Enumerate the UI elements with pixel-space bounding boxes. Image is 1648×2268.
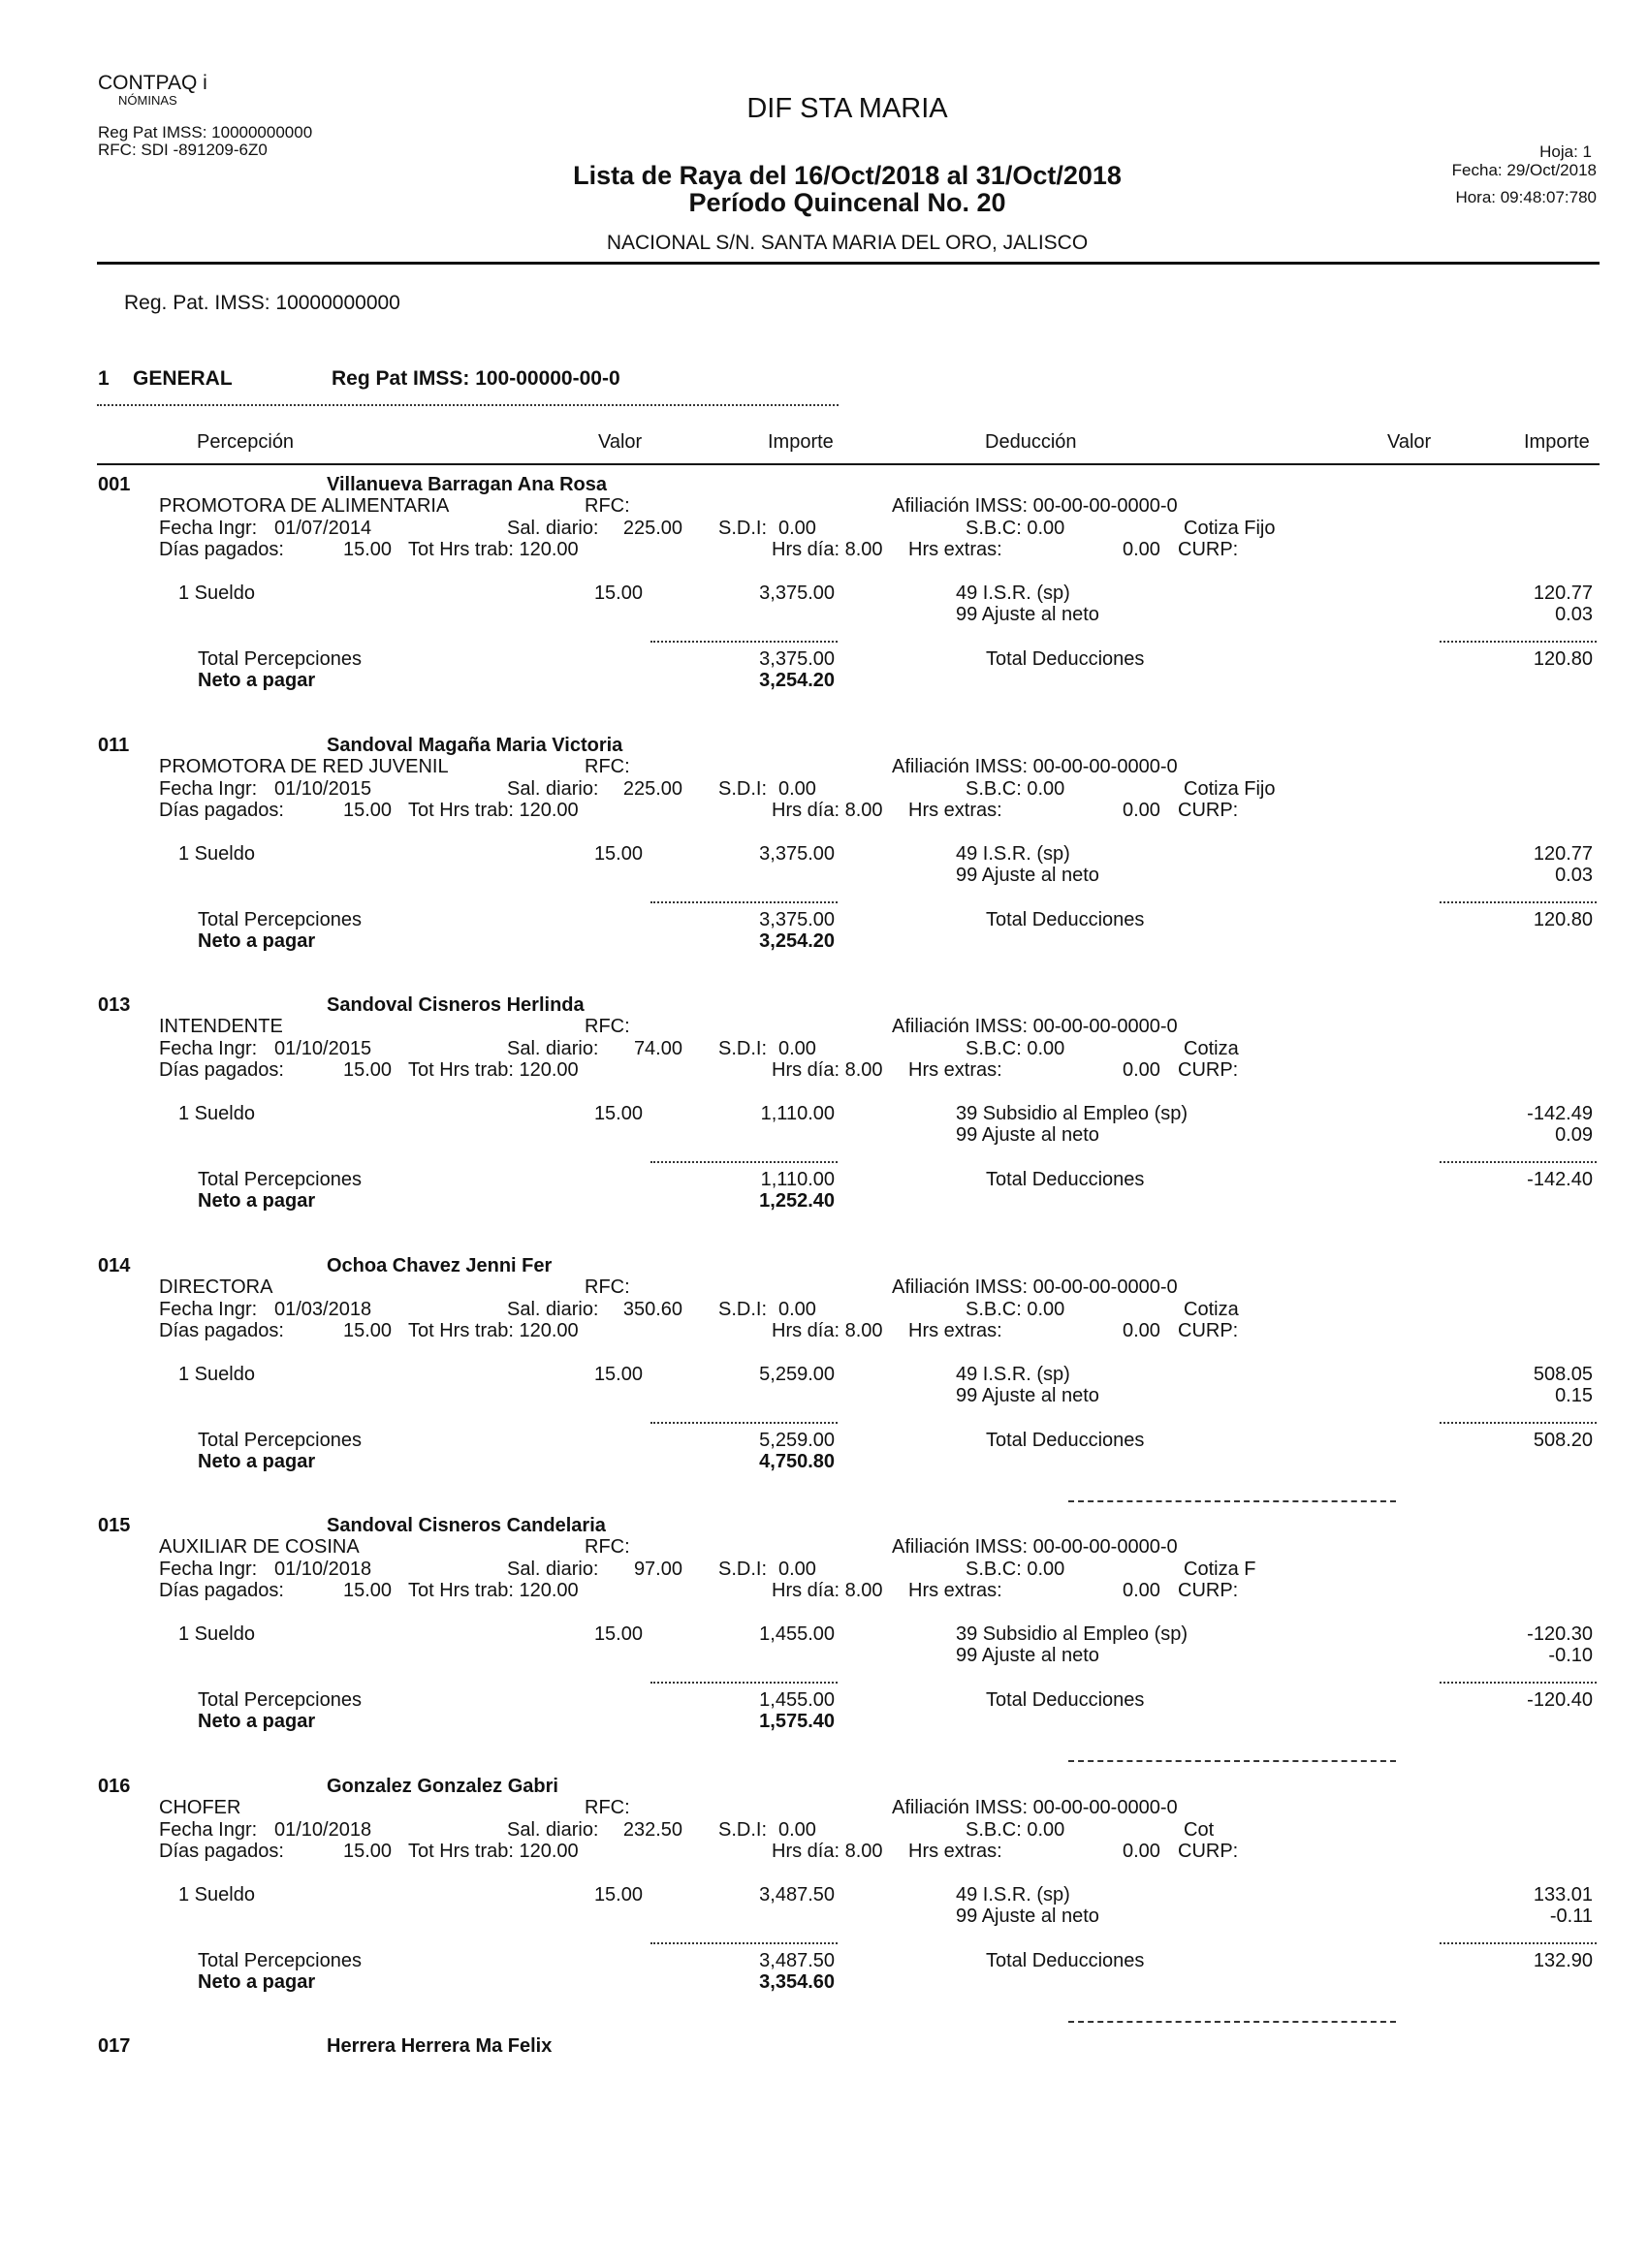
- col-percepcion: Percepción: [197, 431, 295, 453]
- deduccion-label: 49 I.S.R. (sp): [956, 842, 1070, 865]
- tot-hrs-trab: Tot Hrs trab: 120.00: [408, 799, 579, 821]
- deduccion-importe: -142.49: [1527, 1103, 1593, 1124]
- deduccion-label: 99 Ajuste al neto: [956, 1645, 1099, 1666]
- employee-number: 013: [98, 994, 131, 1016]
- col-deduccion: Deducción: [985, 431, 1077, 453]
- sal-diario-value: 225.00: [622, 518, 682, 539]
- percepcion-importe: 3,487.50: [759, 1883, 835, 1906]
- col-valor-deduccion: Valor: [1387, 431, 1432, 453]
- total-percepciones-label: Total Percepciones: [198, 908, 362, 930]
- employee-name: Sandoval Cisneros Candelaria: [327, 1515, 606, 1536]
- deduccion-label: 49 I.S.R. (sp): [956, 1883, 1070, 1906]
- rfc-label: RFC:: [585, 1016, 630, 1037]
- total-deducciones-label: Total Deducciones: [986, 908, 1145, 930]
- sal-diario-label: Sal. diario:: [507, 1818, 599, 1841]
- employee-name: Gonzalez Gonzalez Gabri: [327, 1775, 558, 1797]
- afiliacion-imss: Afiliación IMSS: 00-00-00-0000-0: [892, 1796, 1178, 1818]
- columns-divider: [97, 463, 1600, 465]
- sdi-label: S.D.I:: [718, 518, 768, 539]
- percepcion-valor: 15.00: [593, 1363, 643, 1385]
- sdi-value: 0.00: [778, 518, 816, 539]
- total-deducciones-value: -142.40: [1527, 1169, 1593, 1190]
- deduccion-label: 99 Ajuste al neto: [956, 1124, 1099, 1146]
- tot-hrs-trab: Tot Hrs trab: 120.00: [408, 1580, 579, 1601]
- header-rfc: RFC: SDI -891209-6Z0: [98, 141, 268, 159]
- total-percepciones-value: 3,375.00: [759, 648, 835, 670]
- curp-label: CURP:: [1178, 1840, 1239, 1862]
- brand-subtitle: NÓMINAS: [118, 93, 177, 108]
- dias-pagados-value: 15.00: [343, 799, 393, 821]
- sal-diario-value: 350.60: [622, 1298, 682, 1320]
- sdi-label: S.D.I:: [718, 777, 768, 800]
- hrs-dia: Hrs día: 8.00: [772, 1840, 883, 1862]
- neto-label: Neto a pagar: [198, 1450, 316, 1472]
- neto-value: 3,254.20: [759, 929, 835, 952]
- total-deducciones-label: Total Deducciones: [986, 1949, 1145, 1971]
- afiliacion-imss: Afiliación IMSS: 00-00-00-0000-0: [892, 1536, 1178, 1558]
- percepcion-label: 1 Sueldo: [178, 1623, 255, 1645]
- total-percepciones-label: Total Percepciones: [198, 1949, 362, 1971]
- subtotal-dots: [1440, 1942, 1597, 1944]
- sal-diario-value: 232.50: [622, 1818, 682, 1841]
- percepcion-valor: 15.00: [593, 1623, 643, 1645]
- hrs-dia: Hrs día: 8.00: [772, 799, 883, 821]
- fecha-ingr-label: Fecha Ingr:: [159, 1559, 258, 1580]
- deduccion-importe: 0.15: [1555, 1384, 1593, 1406]
- deduccion-label: 99 Ajuste al neto: [956, 1384, 1099, 1406]
- total-percepciones-value: 3,375.00: [759, 908, 835, 930]
- subtotal-dots: [1440, 1422, 1597, 1424]
- group-number: 1: [98, 367, 110, 390]
- total-deducciones-label: Total Deducciones: [986, 1689, 1145, 1711]
- afiliacion-imss: Afiliación IMSS: 00-00-00-0000-0: [892, 755, 1178, 777]
- total-percepciones-value: 1,110.00: [760, 1169, 835, 1190]
- report-period: Período Quincenal No. 20: [688, 188, 1006, 217]
- fecha-ingr-label: Fecha Ingr:: [159, 518, 258, 539]
- sbc: S.B.C: 0.00: [966, 1559, 1065, 1580]
- rfc-label: RFC:: [585, 1796, 630, 1818]
- percepcion-importe: 1,455.00: [759, 1623, 835, 1645]
- neto-label: Neto a pagar: [198, 1711, 316, 1732]
- employee-name: Ochoa Chavez Jenni Fer: [327, 1254, 553, 1276]
- hrs-extras-label: Hrs extras:: [908, 1059, 1002, 1081]
- sal-diario-label: Sal. diario:: [507, 1559, 599, 1580]
- employee-number: 011: [98, 734, 130, 756]
- dias-pagados-value: 15.00: [343, 1059, 393, 1081]
- sal-diario-value: 74.00: [633, 1038, 682, 1059]
- rfc-label: RFC:: [585, 495, 630, 517]
- afiliacion-imss: Afiliación IMSS: 00-00-00-0000-0: [892, 495, 1178, 517]
- print-date: Fecha: 29/Oct/2018: [1451, 161, 1597, 179]
- cotiza: Cotiza Fijo: [1184, 518, 1276, 539]
- sbc: S.B.C: 0.00: [966, 518, 1065, 539]
- subtotal-dots: [650, 901, 838, 903]
- header-divider: [97, 262, 1600, 265]
- employee-position: AUXILIAR DE COSINA: [159, 1536, 360, 1558]
- sbc: S.B.C: 0.00: [966, 777, 1065, 800]
- subtotal-dots: [650, 1422, 838, 1424]
- neto-value: 1,252.40: [759, 1190, 835, 1212]
- sal-diario-label: Sal. diario:: [507, 518, 599, 539]
- percepcion-label: 1 Sueldo: [178, 1103, 255, 1124]
- header-reg-pat: Reg Pat IMSS: 10000000000: [98, 123, 313, 142]
- sbc: S.B.C: 0.00: [966, 1298, 1065, 1320]
- hrs-extras-value: 0.00: [1123, 1840, 1160, 1862]
- employee-position: INTENDENTE: [159, 1016, 283, 1037]
- employee-position: DIRECTORA: [159, 1276, 273, 1298]
- employee-number: 014: [98, 1254, 131, 1276]
- group-reg-pat: Reg Pat IMSS: 100-00000-00-0: [332, 367, 620, 390]
- subtotal-dots: [1440, 1161, 1597, 1163]
- fecha-ingr-label: Fecha Ingr:: [159, 777, 258, 800]
- neto-value: 3,254.20: [759, 670, 835, 691]
- sdi-value: 0.00: [778, 777, 816, 800]
- percepcion-importe: 1,110.00: [760, 1103, 835, 1124]
- curp-label: CURP:: [1178, 1319, 1239, 1341]
- cotiza: Cotiza Fijo: [1184, 777, 1276, 800]
- percepcion-label: 1 Sueldo: [178, 1363, 255, 1385]
- hrs-extras-label: Hrs extras:: [908, 1319, 1002, 1341]
- employee-name: Sandoval Cisneros Herlinda: [327, 994, 585, 1016]
- percepcion-valor: 15.00: [593, 1103, 643, 1124]
- hrs-extras-value: 0.00: [1123, 1059, 1160, 1081]
- sbc: S.B.C: 0.00: [966, 1038, 1065, 1059]
- neto-value: 4,750.80: [759, 1450, 835, 1472]
- neto-value: 3,354.60: [759, 1970, 835, 1993]
- company-name: DIF STA MARIA: [746, 93, 948, 124]
- rfc-label: RFC:: [585, 1536, 630, 1558]
- percepcion-label: 1 Sueldo: [178, 842, 255, 865]
- hrs-extras-value: 0.00: [1123, 1580, 1160, 1601]
- sdi-value: 0.00: [778, 1559, 816, 1580]
- hrs-extras-value: 0.00: [1123, 539, 1160, 560]
- fecha-ingr-value: 01/03/2018: [274, 1298, 372, 1320]
- cotiza: Cotiza F: [1184, 1559, 1256, 1580]
- sdi-value: 0.00: [778, 1818, 816, 1841]
- group-divider: [97, 404, 839, 406]
- col-valor: Valor: [598, 431, 643, 453]
- deduccion-importe: 120.77: [1533, 583, 1593, 604]
- total-deducciones-value: 508.20: [1533, 1429, 1593, 1451]
- deduccion-importe: 0.03: [1555, 604, 1593, 625]
- percepcion-label: 1 Sueldo: [178, 583, 255, 604]
- sal-diario-label: Sal. diario:: [507, 777, 599, 800]
- total-percepciones-value: 1,455.00: [759, 1689, 835, 1711]
- employee-position: PROMOTORA DE RED JUVENIL: [159, 755, 449, 777]
- employee-number: 015: [98, 1515, 131, 1536]
- percepcion-valor: 15.00: [593, 842, 643, 865]
- subtotal-dots: [650, 1682, 838, 1684]
- percepcion-importe: 3,375.00: [759, 842, 835, 865]
- signature-line: [1068, 1500, 1396, 1502]
- fecha-ingr-label: Fecha Ingr:: [159, 1038, 258, 1059]
- deduccion-importe: -0.10: [1548, 1645, 1593, 1666]
- company-address: NACIONAL S/N. SANTA MARIA DEL ORO, JALISCO: [606, 232, 1089, 254]
- hrs-extras-label: Hrs extras:: [908, 799, 1002, 821]
- tot-hrs-trab: Tot Hrs trab: 120.00: [408, 1319, 579, 1341]
- employee-number: 016: [98, 1775, 131, 1797]
- fecha-ingr-value: 01/10/2015: [274, 777, 372, 800]
- sdi-label: S.D.I:: [718, 1038, 768, 1059]
- employee-number: 001: [98, 474, 131, 495]
- dias-pagados-label: Días pagados:: [159, 1319, 284, 1341]
- total-percepciones-label: Total Percepciones: [198, 1429, 362, 1451]
- deduccion-importe: 120.77: [1533, 842, 1593, 865]
- total-deducciones-label: Total Deducciones: [986, 1429, 1145, 1451]
- rfc-label: RFC:: [585, 755, 630, 777]
- percepcion-label: 1 Sueldo: [178, 1883, 255, 1906]
- dias-pagados-value: 15.00: [343, 1840, 393, 1862]
- afiliacion-imss: Afiliación IMSS: 00-00-00-0000-0: [892, 1016, 1178, 1037]
- curp-label: CURP:: [1178, 1580, 1239, 1601]
- cotiza: Cotiza: [1184, 1038, 1239, 1059]
- neto-label: Neto a pagar: [198, 1190, 316, 1212]
- total-deducciones-value: 132.90: [1533, 1949, 1593, 1971]
- total-deducciones-value: 120.80: [1533, 648, 1593, 670]
- deduccion-label: 99 Ajuste al neto: [956, 1905, 1099, 1927]
- percepcion-valor: 15.00: [593, 1883, 643, 1906]
- rfc-label: RFC:: [585, 1276, 630, 1298]
- subtotal-dots: [1440, 901, 1597, 903]
- deduccion-label: 99 Ajuste al neto: [956, 604, 1099, 625]
- hrs-dia: Hrs día: 8.00: [772, 1059, 883, 1081]
- deduccion-label: 39 Subsidio al Empleo (sp): [956, 1103, 1188, 1124]
- tot-hrs-trab: Tot Hrs trab: 120.00: [408, 1059, 579, 1081]
- sdi-label: S.D.I:: [718, 1298, 768, 1320]
- deduccion-importe: -0.11: [1549, 1905, 1593, 1927]
- sdi-label: S.D.I:: [718, 1818, 768, 1841]
- curp-label: CURP:: [1178, 1059, 1239, 1081]
- fecha-ingr-value: 01/07/2014: [274, 518, 372, 539]
- afiliacion-imss: Afiliación IMSS: 00-00-00-0000-0: [892, 1276, 1178, 1298]
- reg-pat-line: Reg. Pat. IMSS: 10000000000: [124, 292, 400, 314]
- sal-diario-label: Sal. diario:: [507, 1298, 599, 1320]
- dias-pagados-label: Días pagados:: [159, 1580, 284, 1601]
- subtotal-dots: [650, 1942, 838, 1944]
- col-importe-deduccion: Importe: [1524, 431, 1590, 453]
- percepcion-importe: 5,259.00: [759, 1363, 835, 1385]
- subtotal-dots: [1440, 1682, 1597, 1684]
- employee-name: Sandoval Magaña Maria Victoria: [327, 734, 623, 756]
- total-percepciones-label: Total Percepciones: [198, 648, 362, 670]
- group-name: GENERAL: [133, 367, 233, 390]
- hrs-extras-value: 0.00: [1123, 799, 1160, 821]
- sal-diario-label: Sal. diario:: [507, 1038, 599, 1059]
- curp-label: CURP:: [1178, 539, 1239, 560]
- deduccion-importe: 0.03: [1555, 864, 1593, 886]
- fecha-ingr-value: 01/10/2015: [274, 1038, 372, 1059]
- neto-label: Neto a pagar: [198, 1970, 316, 1993]
- total-percepciones-value: 5,259.00: [759, 1429, 835, 1451]
- neto-label: Neto a pagar: [198, 929, 316, 952]
- dias-pagados-value: 15.00: [343, 1319, 393, 1341]
- dias-pagados-label: Días pagados:: [159, 799, 284, 821]
- print-time: Hora: 09:48:07:780: [1455, 188, 1597, 206]
- employee-name: Villanueva Barragan Ana Rosa: [327, 474, 608, 495]
- employee-name: Herrera Herrera Ma Felix: [327, 2035, 553, 2057]
- deduccion-importe: 0.09: [1555, 1124, 1593, 1146]
- employee-number: 017: [98, 2035, 131, 2057]
- dias-pagados-value: 15.00: [343, 1580, 393, 1601]
- sdi-value: 0.00: [778, 1038, 816, 1059]
- neto-value: 1,575.40: [759, 1711, 835, 1732]
- hrs-extras-value: 0.00: [1123, 1319, 1160, 1341]
- subtotal-dots: [650, 641, 838, 643]
- fecha-ingr-label: Fecha Ingr:: [159, 1818, 258, 1841]
- employee-position: CHOFER: [159, 1796, 241, 1818]
- hrs-dia: Hrs día: 8.00: [772, 539, 883, 560]
- deduccion-importe: 508.05: [1533, 1363, 1593, 1385]
- hrs-extras-label: Hrs extras:: [908, 1580, 1002, 1601]
- deduccion-label: 99 Ajuste al neto: [956, 864, 1099, 886]
- percepcion-importe: 3,375.00: [759, 583, 835, 604]
- fecha-ingr-value: 01/10/2018: [274, 1559, 372, 1580]
- page-number: Hoja: 1: [1539, 142, 1592, 161]
- subtotal-dots: [650, 1161, 838, 1163]
- signature-line: [1068, 1760, 1396, 1762]
- report-title: Lista de Raya del 16/Oct/2018 al 31/Oct/2018: [573, 161, 1122, 190]
- curp-label: CURP:: [1178, 799, 1239, 821]
- brand-logo: CONTPAQ i: [98, 72, 207, 94]
- cotiza: Cot: [1184, 1818, 1215, 1841]
- deduccion-importe: -120.30: [1527, 1623, 1593, 1645]
- dias-pagados-label: Días pagados:: [159, 539, 284, 560]
- total-deducciones-label: Total Deducciones: [986, 648, 1145, 670]
- fecha-ingr-value: 01/10/2018: [274, 1818, 372, 1841]
- cotiza: Cotiza: [1184, 1298, 1239, 1320]
- signature-line: [1068, 2021, 1396, 2023]
- hrs-extras-label: Hrs extras:: [908, 1840, 1002, 1862]
- sbc: S.B.C: 0.00: [966, 1818, 1065, 1841]
- deduccion-label: 49 I.S.R. (sp): [956, 583, 1070, 604]
- total-deducciones-label: Total Deducciones: [986, 1169, 1145, 1190]
- tot-hrs-trab: Tot Hrs trab: 120.00: [408, 539, 579, 560]
- total-percepciones-label: Total Percepciones: [198, 1169, 362, 1190]
- deduccion-label: 49 I.S.R. (sp): [956, 1363, 1070, 1385]
- sdi-value: 0.00: [778, 1298, 816, 1320]
- dias-pagados-label: Días pagados:: [159, 1059, 284, 1081]
- subtotal-dots: [1440, 641, 1597, 643]
- total-percepciones-value: 3,487.50: [759, 1949, 835, 1971]
- neto-label: Neto a pagar: [198, 670, 316, 691]
- percepcion-valor: 15.00: [593, 583, 643, 604]
- sal-diario-value: 97.00: [633, 1559, 682, 1580]
- hrs-dia: Hrs día: 8.00: [772, 1580, 883, 1601]
- sal-diario-value: 225.00: [622, 777, 682, 800]
- col-importe: Importe: [768, 431, 834, 453]
- hrs-dia: Hrs día: 8.00: [772, 1319, 883, 1341]
- sdi-label: S.D.I:: [718, 1559, 768, 1580]
- deduccion-label: 39 Subsidio al Empleo (sp): [956, 1623, 1188, 1645]
- tot-hrs-trab: Tot Hrs trab: 120.00: [408, 1840, 579, 1862]
- total-deducciones-value: 120.80: [1533, 908, 1593, 930]
- hrs-extras-label: Hrs extras:: [908, 539, 1002, 560]
- employee-position: PROMOTORA DE ALIMENTARIA: [159, 495, 450, 517]
- dias-pagados-label: Días pagados:: [159, 1840, 284, 1862]
- fecha-ingr-label: Fecha Ingr:: [159, 1298, 258, 1320]
- dias-pagados-value: 15.00: [343, 539, 393, 560]
- deduccion-importe: 133.01: [1533, 1883, 1593, 1906]
- total-percepciones-label: Total Percepciones: [198, 1689, 362, 1711]
- total-deducciones-value: -120.40: [1527, 1689, 1593, 1711]
